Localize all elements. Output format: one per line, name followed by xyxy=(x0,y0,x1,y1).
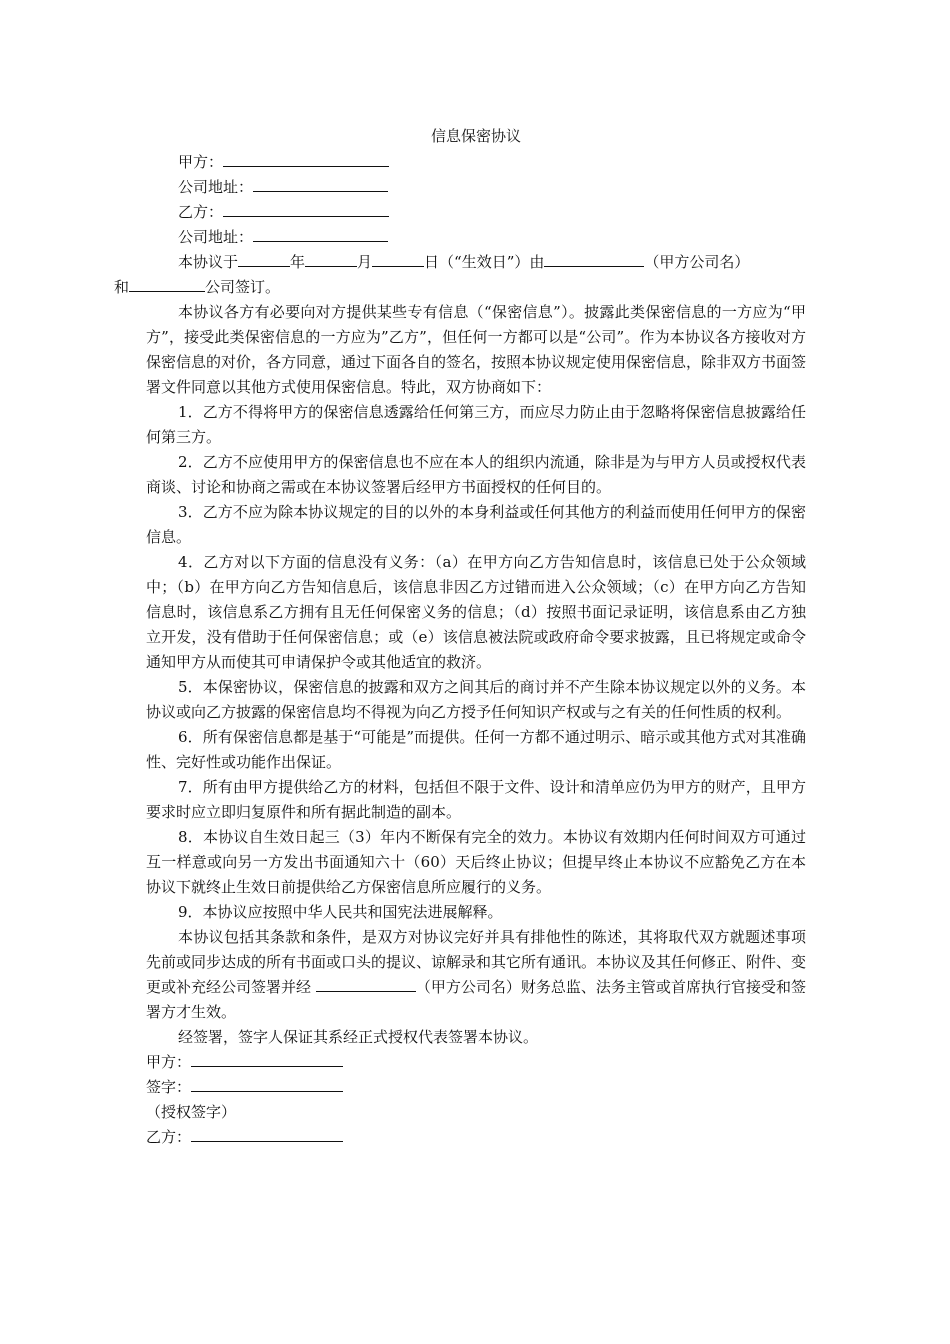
header-field-address-b xyxy=(146,225,806,250)
signature-label: 签字： xyxy=(146,1078,192,1096)
blank-line[interactable] xyxy=(253,226,388,242)
blank-line[interactable] xyxy=(191,1076,343,1092)
intro-text: 和 xyxy=(114,278,130,296)
document-title: 信息保密协议 xyxy=(430,127,521,145)
clause-7: 7．所有由甲方提供给乙方的材料，包括但不限于文件、设计和清单应仍为甲方的财产，且甲方要求时应立即归复原件和所有据此制造的副本。 xyxy=(146,778,806,821)
agreement-text: （甲方公司名）财务总监、法务主管或首席执行官接受和签署方才生效。 xyxy=(146,978,806,1021)
blank-line[interactable] xyxy=(238,251,290,267)
field-label: 甲方： xyxy=(178,153,224,171)
agreement-text: 本协议包括其条款和条件，是双方对协议完好并具有排他性的陈述，其将取代双方就题述事项先前或同步达成的所有书面或口头的提议、谅解录和其它所有通讯。本协议及其任何修正、附件、变更或补充经公司签署并经 xyxy=(146,928,807,996)
blank-line[interactable] xyxy=(223,201,389,217)
blank-line[interactable] xyxy=(372,251,424,267)
signature-label: 甲方： xyxy=(146,1053,192,1071)
intro-text: 本协议于 xyxy=(178,253,239,271)
clause-2: 2．乙方不应使用甲方的保密信息也不应在本人的组织内流通，除非是为与甲方人员或授权代表商谈、讨论和协商之需或在本协议签署后经甲方书面授权的任何目的。 xyxy=(146,453,806,496)
document-page xyxy=(114,124,807,1150)
signature-label: 乙方： xyxy=(146,1128,192,1146)
signature-authorized: （授权签字） xyxy=(146,1103,237,1121)
header-field-address-a xyxy=(146,175,806,200)
intro-text: （甲方公司名） xyxy=(644,253,750,271)
witness-paragraph: 经签署，签字人保证其系经正式授权代表签署本协议。 xyxy=(178,1028,539,1046)
entire-agreement-paragraph xyxy=(146,925,806,1025)
clause-5: 5．本保密协议，保密信息的披露和双方之间其后的商讨并不产生除本协议规定以外的义务。本协议或向乙方披露的保密信息均不得视为向乙方授予任何知识产权或与之有关的任何性质的权利。 xyxy=(146,678,806,721)
clause-9: 9．本协议应按照中华人民共和国宪法进展解释。 xyxy=(178,903,503,921)
clause-6: 6．所有保密信息都是基于“可能是”而提供。任何一方都不通过明示、暗示或其他方式对其准确性、完好性或功能作出保证。 xyxy=(146,728,806,771)
clause-8: 8．本协议自生效日起三（3）年内不断保有完全的效力。本协议有效期内任何时间双方可通过互一样意或向另一方发出书面通知六十（60）天后终止协议；但提早终止本协议不应豁免乙方在本协议下就终止生效日前提供给乙方保密信息所应履行的义务。 xyxy=(146,828,806,896)
blank-line[interactable] xyxy=(544,251,644,267)
field-label: 公司地址： xyxy=(178,178,254,196)
signature-party-a xyxy=(146,1050,806,1075)
blank-line[interactable] xyxy=(129,276,205,292)
preamble-paragraph: 本协议各方有必要向对方提供某些专有信息（“保密信息”）。披露此类保密信息的一方应为“甲方”，接受此类保密信息的一方应为”乙方”，但任何一方都可以是“公司”。作为本协议各方接收对方保密信息的对价，各方同意，通过下面各自的签名，按照本协议规定使用保密信息，除非双方书面签署文件同意以其他方式使用保密信息。特此，双方协商如下： xyxy=(146,303,807,396)
intro-text: 公司签订。 xyxy=(205,278,281,296)
blank-line[interactable] xyxy=(316,976,416,992)
clause-4: 4．乙方对以下方面的信息没有义务：（a）在甲方向乙方告知信息时，该信息已处于公众领域中；（b）在甲方向乙方告知信息后，该信息非因乙方过错而进入公众领域；（c）在甲方向乙方告知信息时，该信息系乙方拥有且无任何保密义务的信息；（d）按照书面记录证明，该信息系由乙方独立开发，没有借助于任何保密信息；或（e）该信息被法院或政府命令要求披露，且已将规定或命令通知甲方从而使其可申请保护令或其他适宜的救济。 xyxy=(146,553,806,671)
intro-text: 月 xyxy=(357,253,373,271)
clause-1: 1．乙方不得将甲方的保密信息透露给任何第三方，而应尽力防止由于忽略将保密信息披露给任何第三方。 xyxy=(146,403,806,446)
blank-line[interactable] xyxy=(223,151,389,167)
blank-line[interactable] xyxy=(191,1126,343,1142)
clause-3: 3．乙方不应为除本协议规定的目的以外的本身利益或任何其他方的利益而使用任何甲方的保密信息。 xyxy=(146,503,806,546)
header-field-party-a xyxy=(146,150,806,175)
field-label: 乙方： xyxy=(178,203,224,221)
intro-paragraph xyxy=(114,250,806,300)
intro-text: 年 xyxy=(290,253,306,271)
blank-line[interactable] xyxy=(191,1051,343,1067)
signature-sign xyxy=(146,1075,806,1100)
intro-text: 日（“生效日”）由 xyxy=(424,253,545,271)
field-label: 公司地址： xyxy=(178,228,254,246)
signature-party-b xyxy=(146,1125,806,1150)
blank-line[interactable] xyxy=(253,176,388,192)
blank-line[interactable] xyxy=(305,251,357,267)
header-field-party-b xyxy=(146,200,806,225)
